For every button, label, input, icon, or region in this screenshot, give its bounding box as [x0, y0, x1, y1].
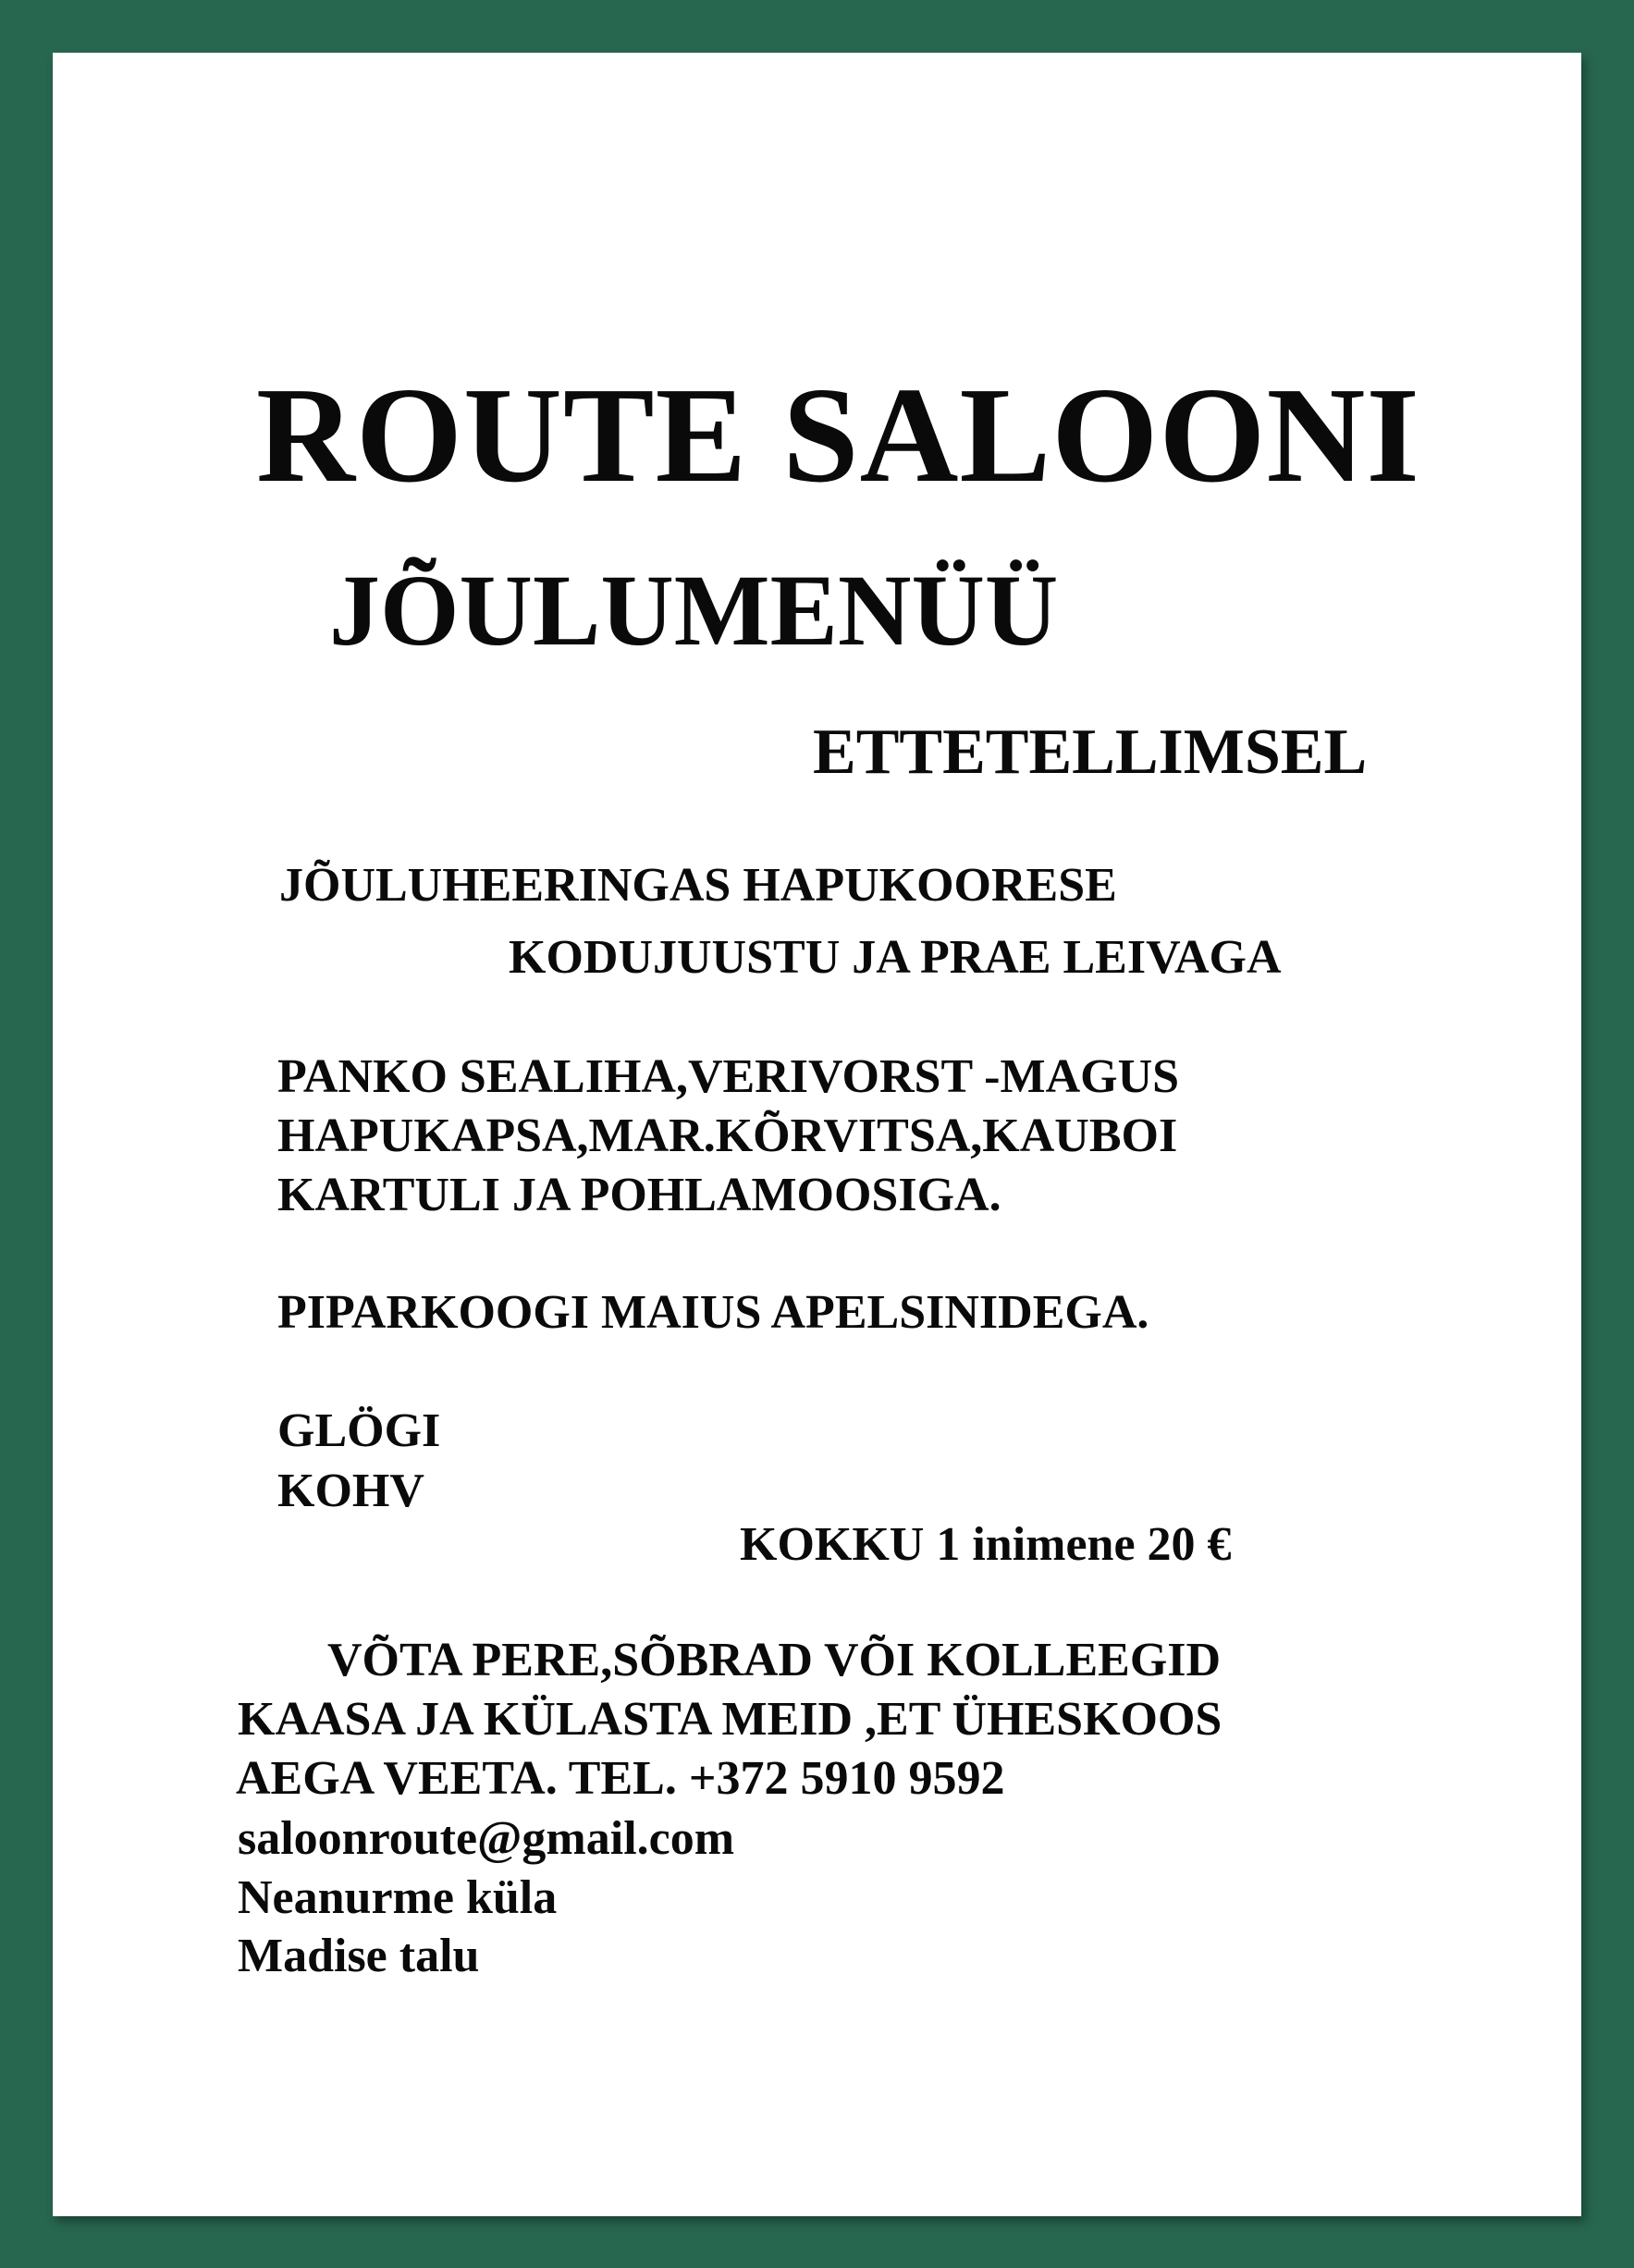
- menu-item-main-line-2: HAPUKAPSA,MAR.KÕRVITSA,KAUBOI: [277, 1109, 1178, 1162]
- menu-item-herring-line-1: JÕULUHEERINGAS HAPUKOORESE: [279, 859, 1117, 912]
- invitation-line-3-phone: AEGA VEETA. TEL. +372 5910 9592: [236, 1752, 1005, 1805]
- menu-item-dessert: PIPARKOOGI MAIUS APELSINIDEGA.: [277, 1286, 1149, 1339]
- contact-email: saloonroute@gmail.com: [238, 1812, 735, 1865]
- menu-subtitle: JÕULUMENÜÜ: [329, 554, 1059, 667]
- menu-item-drink-mulled-wine: GLÖGI: [277, 1404, 441, 1457]
- page-title: ROUTE SALOONI: [256, 360, 1420, 511]
- menu-item-main-line-3: KARTULI JA POHLAMOOSIGA.: [277, 1169, 1001, 1221]
- contact-village: Neanurme küla: [238, 1871, 558, 1924]
- menu-item-drink-coffee: KOHV: [277, 1465, 424, 1517]
- preorder-note: ETTETELLIMSEL: [813, 717, 1368, 788]
- invitation-line-1: VÕTA PERE,SÕBRAD VÕI KOLLEEGID: [327, 1634, 1222, 1686]
- contact-farm: Madise talu: [238, 1930, 480, 1982]
- menu-item-main-line-1: PANKO SEALIHA,VERIVORST -MAGUS: [277, 1050, 1180, 1103]
- menu-sheet: [53, 53, 1581, 2216]
- menu-item-herring-line-2: KODUJUUSTU JA PRAE LEIVAGA: [509, 931, 1282, 984]
- price-total: KOKKU 1 inimene 20 €: [740, 1518, 1232, 1571]
- invitation-line-2: KAASA JA KÜLASTA MEID ,ET ÜHESKOOS: [238, 1693, 1222, 1746]
